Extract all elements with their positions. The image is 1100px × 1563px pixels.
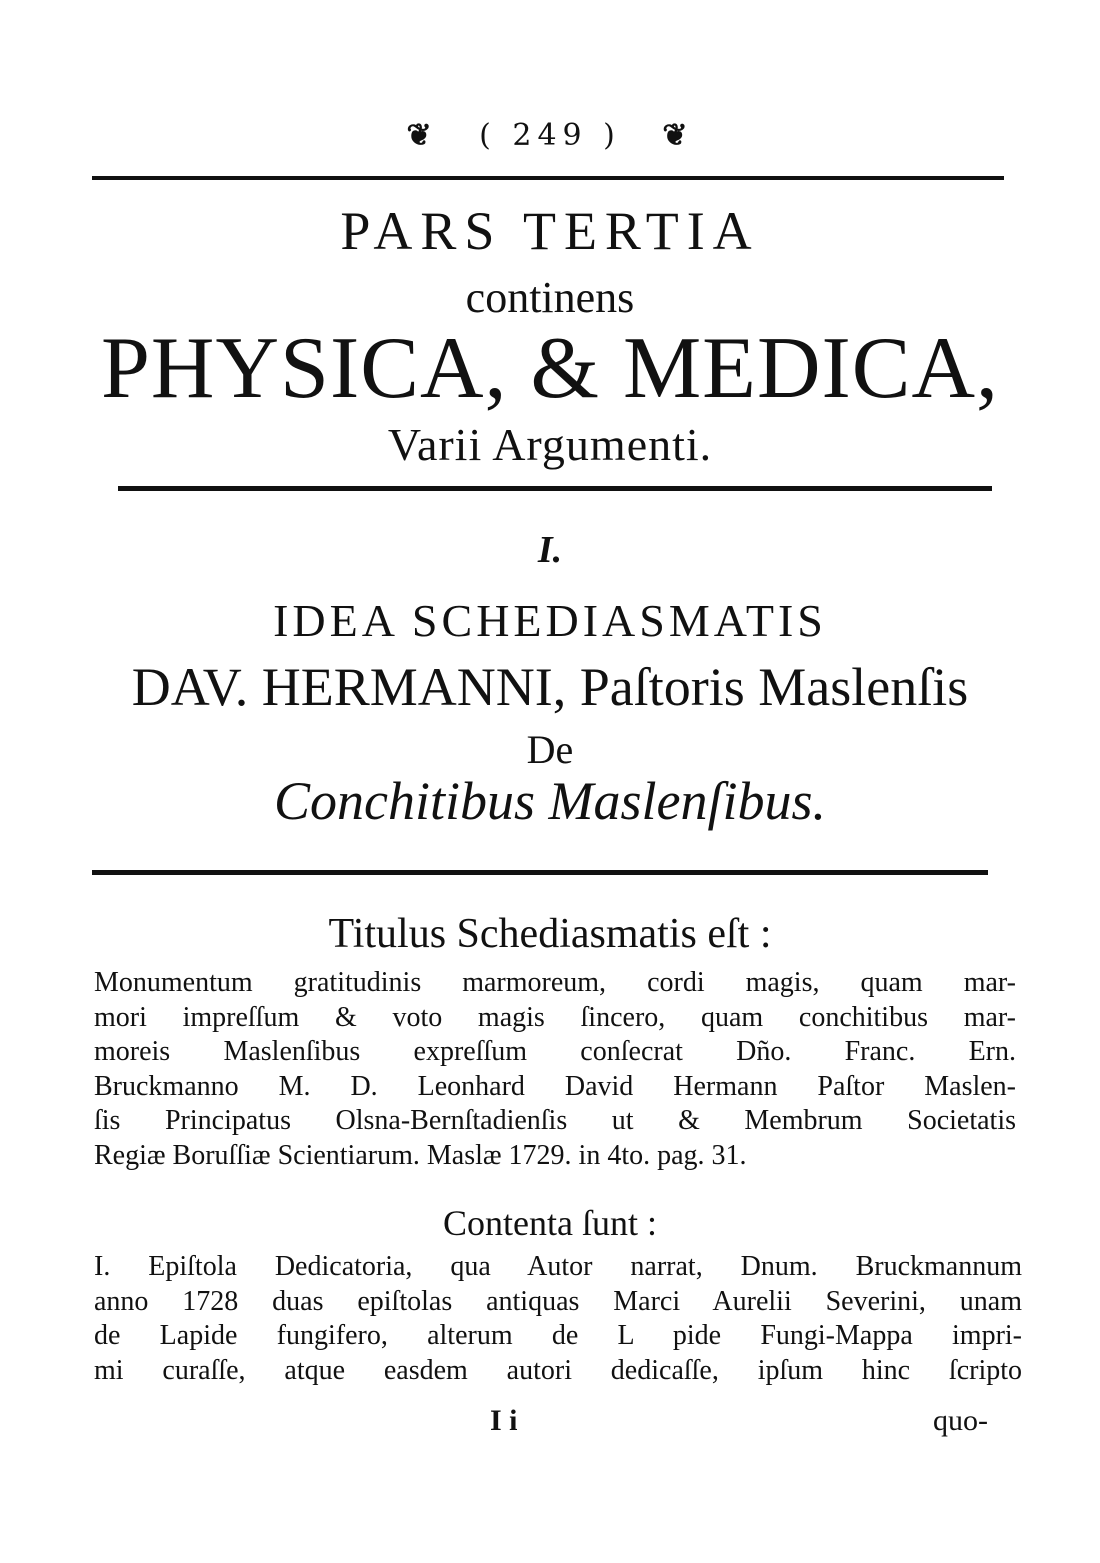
signature-mark: I i bbox=[490, 1404, 518, 1437]
text-line: moreis Maslenſibus expreſſum conſecrat Dño. Franc. Ern. bbox=[94, 1036, 1016, 1067]
article-numeral: I. bbox=[537, 529, 563, 571]
article-rule bbox=[92, 870, 988, 875]
text-line: anno 1728 duas epiſtolas antiquas Marci Aurelii Severini, unam bbox=[94, 1285, 1022, 1317]
text-line: mori impreſſum & voto magis ſincero, quam conchitibus mar- bbox=[94, 1001, 1016, 1033]
part-title: PARS TERTIA bbox=[340, 201, 760, 261]
ornament-left-icon: ❦ bbox=[406, 118, 438, 153]
contenta-paragraph bbox=[94, 1250, 1022, 1388]
article-heading: IDEA SCHEDIASMATIS bbox=[273, 595, 827, 646]
text-line: Bruckmanno M. D. Leonhard David Hermann Paſtor Maslen- bbox=[94, 1070, 1016, 1102]
text-line: ſis Principatus Olsna-Bernſtadienſis ut & Membrum Societatis bbox=[94, 1105, 1016, 1136]
contenta-heading: Contenta ſunt : bbox=[443, 1203, 657, 1243]
text-line: Regiæ Boruſſiæ Scientiarum. Maslæ 1729. in 4to. pag. 31. bbox=[94, 1139, 747, 1171]
article-de: De bbox=[526, 727, 574, 772]
article-author: DAV. HERMANNI, Paſtoris Maslenſis bbox=[131, 657, 969, 717]
continens-line: continens bbox=[465, 273, 635, 322]
text-line: I. Epiſtola Dedicatoria, qua Autor narrat, Dnum. Bruckmannum bbox=[94, 1251, 1022, 1282]
article-topic: Conchitibus Maslenſibus. bbox=[274, 771, 826, 831]
catchword: quo- bbox=[933, 1404, 988, 1437]
title-rule bbox=[118, 486, 992, 491]
text-line: de Lapide fungifero, alterum de L pide Fungi-Mappa impri- bbox=[94, 1320, 1022, 1351]
header-rule bbox=[92, 176, 1004, 180]
ornament-right-icon: ❦ bbox=[662, 118, 694, 153]
titulus-paragraph bbox=[94, 966, 1016, 1173]
varii-line: Varii Argumenti. bbox=[387, 419, 713, 470]
titulus-heading: Titulus Schediasmatis eſt : bbox=[328, 911, 772, 957]
text-line: Monumentum gratitudinis marmoreum, cordi magis, quam mar- bbox=[94, 967, 1016, 998]
page-number: ( 249 ) bbox=[479, 118, 621, 153]
text-line: mi curaſſe, atque easdem autori dedicaſſe, ipſum hinc ſcripto bbox=[94, 1354, 1022, 1386]
running-head bbox=[0, 118, 1100, 153]
subject-title: PHYSICA, & MEDICA, bbox=[100, 320, 1000, 417]
